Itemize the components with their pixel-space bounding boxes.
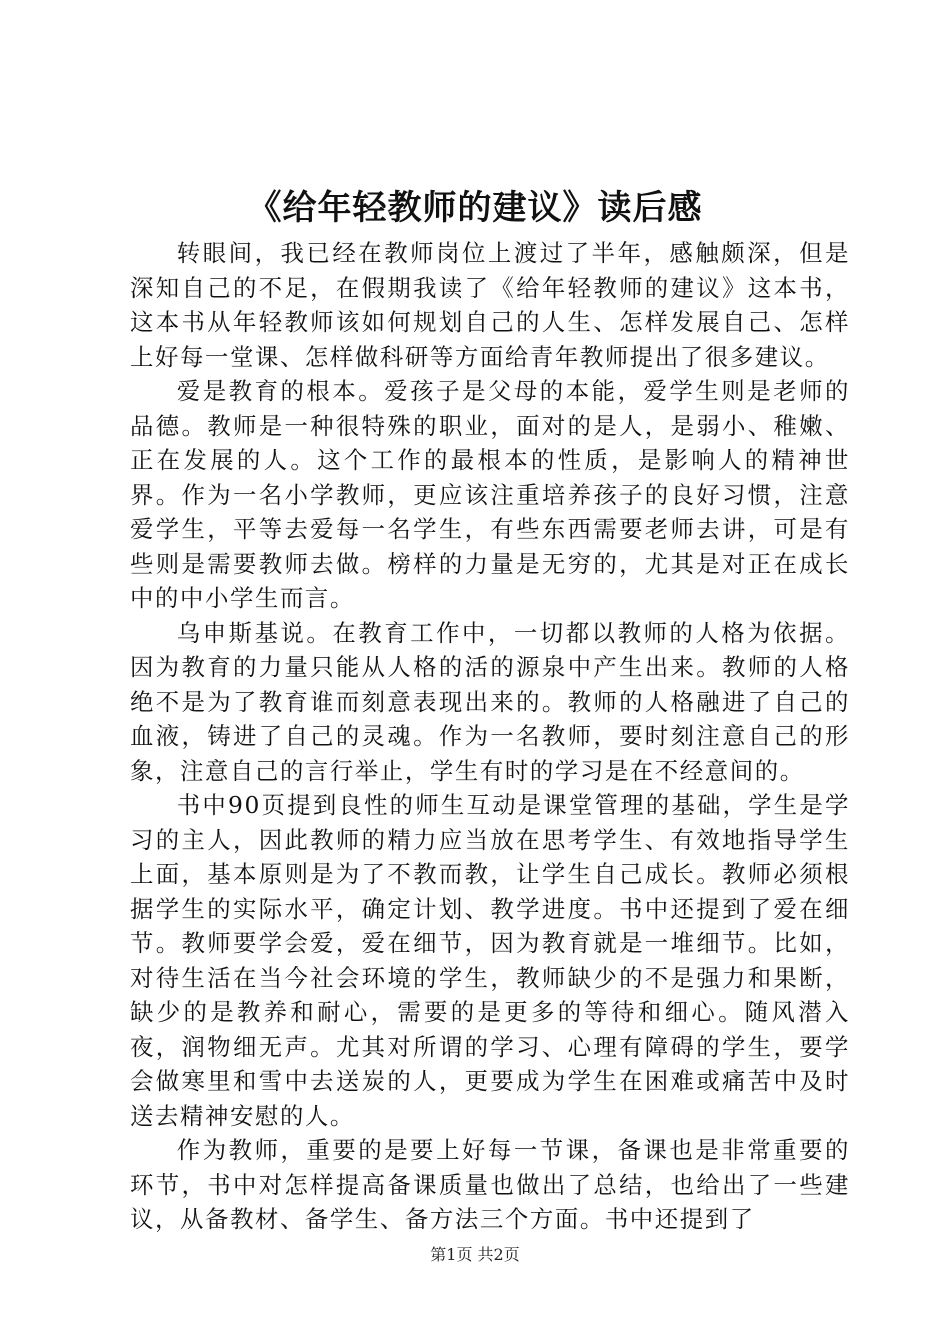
paragraph-4: 书中90页提到良性的师生互动是课堂管理的基础，学生是学习的主人，因此教师的精力应当放在思考学生、有效地指导学生上面，基本原则是为了不教而教，让学生自己成长。教师必须根据学生的实际水平，确定计划、教学进度。书中还提到了爱在细节。教师要学会爱，爱在细节，因为教育就是一堆细节。比如，对待生活在当今社会环境的学生，教师缺少的不是强力和果断，缺少的是教养和耐心，需要的是更多的等待和细心。随风潜入夜，润物细无声。尤其对所谓的学习、心理有障碍的学生，要学会做寒里和雪中去送炭的人，更要成为学生在困难或痛苦中及时送去精神安慰的人。 (130, 791, 850, 1130)
paragraph-2: 爱是教育的根本。爱孩子是父母的本能，爱学生则是老师的品德。教师是一种很特殊的职业，面对的是人，是弱小、稚嫩、正在发展的人。这个工作的最根本的性质，是影响人的精神世界。作为一名小学教师，更应该注重培养孩子的良好习惯，注意爱学生，平等去爱每一名学生，有些东西需要老师去讲，可是有些则是需要教师去做。榜样的力量是无穷的，尤其是对正在成长中的中小学生而言。 (130, 377, 850, 612)
paragraph-3: 乌申斯基说。在教育工作中，一切都以教师的人格为依据。因为教育的力量只能从人格的活的源泉中产生出来。教师的人格绝不是为了教育谁而刻意表现出来的。教师的人格融进了自己的血液，铸进了自己的灵魂。作为一名教师，要时刻注意自己的形象，注意自己的言行举止，学生有时的学习是在不经意间的。 (130, 618, 850, 785)
document-title: 《给年轻教师的建议》读后感 (247, 188, 703, 228)
paragraph-5: 作为教师，重要的是要上好每一节课，备课也是非常重要的环节，书中对怎样提高备课质量也做出了总结，也给出了一些建议，从备教材、备学生、备方法三个方面。书中还提到了 (130, 1136, 850, 1233)
page-number-footer: 第1页 共2页 (430, 1245, 520, 1264)
paragraph-1: 转眼间，我已经在教师岗位上渡过了半年，感触颇深，但是深知自己的不足，在假期我读了《给年轻教师的建议》这本书，这本书从年轻教师该如何规划自己的人生、怎样发展自己、怎样上好每一堂课、怎样做科研等方面给青年教师提出了很多建议。 (130, 239, 850, 371)
document-body (130, 236, 850, 1237)
